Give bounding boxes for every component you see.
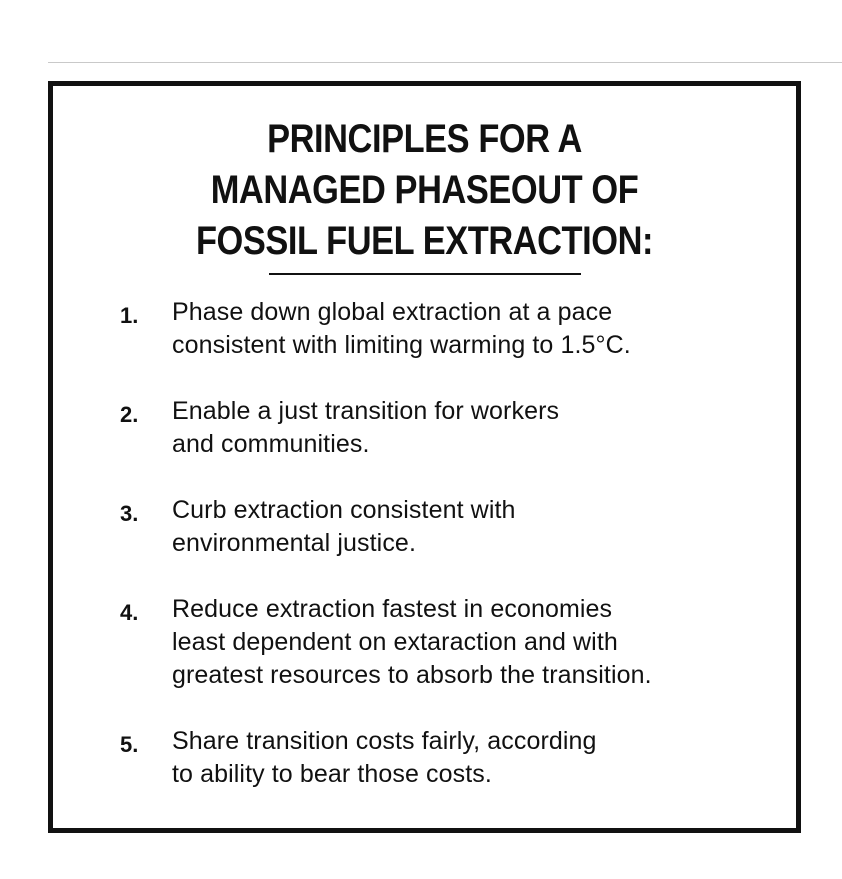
- principle-line: Share transition costs fairly, according: [172, 727, 597, 755]
- principle-item-1: [120, 296, 780, 362]
- card-title: [105, 114, 744, 267]
- principle-number: 1.: [120, 303, 139, 328]
- principle-line: Curb extraction consistent with: [172, 496, 516, 524]
- title-line-1: PRINCIPLES FOR A: [267, 117, 582, 161]
- principle-line: Phase down global extraction at a pace: [172, 298, 613, 326]
- title-divider: [269, 273, 581, 275]
- principle-line: greatest resources to absorb the transition.: [172, 661, 652, 689]
- principle-number: 3.: [120, 501, 139, 526]
- principle-line: consistent with limiting warming to 1.5°C.: [172, 331, 631, 359]
- principle-line: least dependent on extaraction and with: [172, 628, 618, 656]
- principle-item-3: [120, 494, 780, 560]
- principle-item-4: [120, 593, 780, 692]
- principle-line: and communities.: [172, 430, 370, 458]
- principle-item-5: [120, 725, 780, 791]
- principles-list: [120, 296, 780, 824]
- principle-number: 2.: [120, 402, 139, 427]
- principle-number: 5.: [120, 732, 139, 757]
- principle-line: to ability to bear those costs.: [172, 760, 492, 788]
- title-line-2: MANAGED PHASEOUT OF: [210, 168, 639, 212]
- title-line-3: FOSSIL FUEL EXTRACTION:: [195, 219, 654, 263]
- principles-card: [48, 81, 801, 833]
- principle-number: 4.: [120, 600, 139, 625]
- principle-line: environmental justice.: [172, 529, 416, 557]
- principle-item-2: [120, 395, 780, 461]
- top-divider: [48, 62, 842, 63]
- principle-line: Enable a just transition for workers: [172, 397, 560, 425]
- principle-line: Reduce extraction fastest in economies: [172, 595, 613, 623]
